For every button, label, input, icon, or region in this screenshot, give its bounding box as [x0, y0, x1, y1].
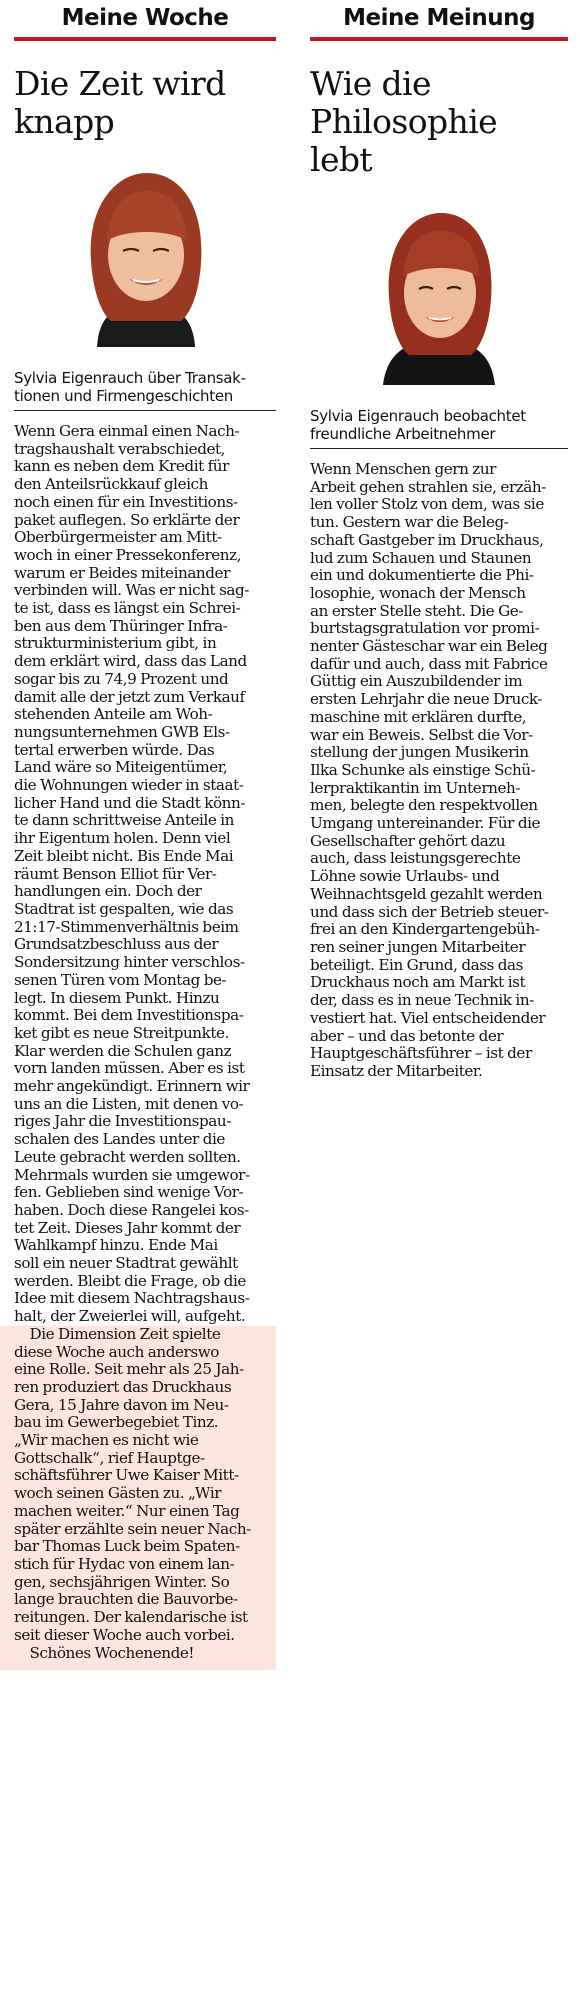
body-line: Gesellschafter gehört dazu [310, 831, 506, 850]
body-line: Wahlkampf hinzu. Ende Mai [14, 1236, 218, 1255]
body-line: tet Zeit. Dieses Jahr kommt der [14, 1218, 241, 1237]
body-line: diese Woche auch anderswo [14, 1342, 219, 1361]
body-line: und dass sich der Betrieb steuer- [310, 902, 549, 921]
body-line: bar Thomas Luck beim Spaten- [14, 1537, 240, 1556]
body-line: mehr angekündigt. Erinnern wir [14, 1077, 250, 1096]
byline-divider [310, 448, 568, 449]
body-line: eine Rolle. Seit mehr als 25 Jah- [14, 1360, 244, 1379]
body-line: haben. Doch diese Rangelei kos- [14, 1200, 249, 1219]
body-line: woch seinen Gästen zu. „Wir [14, 1484, 222, 1503]
body-line: stich für Hydac von einem lan- [14, 1555, 235, 1573]
body-line: tertal erwerben würde. Das [14, 740, 215, 759]
body-line: Stadtrat ist gespalten, wie das [14, 899, 234, 918]
byline-line: freundliche Arbeitnehmer [310, 425, 496, 443]
author-photo-illustration [59, 163, 231, 347]
article-body [14, 423, 276, 1326]
body-line: Oberbürgermeister am Mitt- [14, 528, 222, 547]
body-line: Zeit bleibt nicht. Bis Ende Mai [14, 846, 234, 865]
body-line: tun. Gestern war die Beleg- [310, 513, 509, 532]
body-line: ben aus dem Thüringer Infra- [14, 616, 228, 635]
body-line: Umgang untereinander. Für die [310, 814, 541, 833]
body-line: schäftsführer Uwe Kaiser Mitt- [14, 1466, 239, 1485]
body-line: woch in einer Pressekonferenz, [14, 545, 242, 564]
byline-line: Sylvia Eigenrauch beobachtet [310, 407, 526, 425]
body-line: Druckhaus noch am Markt ist [310, 973, 526, 992]
body-line: ren produziert das Druckhaus [14, 1377, 232, 1396]
body-line: burtstagsgratulation vor promi- [310, 619, 540, 638]
body-line: schaft Gastgeber im Druckhaus, [310, 530, 544, 549]
body-line: der, dass es in neue Technik in- [310, 991, 534, 1010]
body-line: stehenden Anteile am Woh- [14, 705, 213, 724]
body-line: stellung der jungen Musikerin [310, 743, 529, 762]
column-meine-meinung [310, 0, 568, 1081]
body-line: paket auflegen. So erklärte der [14, 510, 240, 529]
body-line: noch einen für ein Investitions- [14, 492, 238, 511]
body-line: räumt Benson Elliot für Ver- [14, 864, 217, 883]
body-line: ihr Eigentum holen. Denn viel [14, 829, 231, 848]
body-line: strukturministerium gibt, in [14, 634, 217, 653]
rubric-title: Meine Meinung [343, 5, 535, 31]
body-line: Güttig ein Auszubildender im [310, 672, 523, 691]
body-line: Schönes Wochenende! [14, 1643, 195, 1662]
body-line: ein und dokumentierte die Phi- [310, 566, 534, 585]
body-line: werden. Bleibt die Frage, ob die [14, 1271, 246, 1290]
body-line: aber – und das betonte der [310, 1026, 504, 1045]
author-photo-illustration [353, 201, 525, 385]
body-line: Hauptgeschäftsführer – ist der [310, 1044, 532, 1063]
body-line: auch, dass leistungsgerechte [310, 849, 521, 868]
body-line: Einsatz der Mitarbeiter. [310, 1061, 483, 1080]
rubric-divider [310, 37, 568, 41]
body-line: war ein Beweis. Selbst die Vor- [310, 725, 533, 744]
byline-line: tionen und Firmengeschichten [14, 387, 233, 405]
article-body-highlighted [0, 1326, 276, 1670]
body-line: sogar bis zu 74,9 Prozent und [14, 669, 229, 688]
headline-line: Wie die [310, 64, 431, 103]
body-line: bau im Gewerbegebiet Tinz. [14, 1413, 219, 1432]
body-line: lud zum Schauen und Staunen [310, 548, 532, 567]
body-line: vestiert hat. Viel entscheidender [310, 1008, 546, 1027]
body-line: warum er Beides miteinander [14, 563, 230, 582]
rubric-title: Meine Woche [61, 5, 229, 31]
body-line: uns an die Listen, mit denen vo- [14, 1094, 244, 1113]
body-line: Wenn Menschen gern zur [310, 460, 496, 478]
body-line: beteiligt. Ein Grund, dass das [310, 955, 524, 974]
body-line: len voller Stolz von dem, was sie [310, 495, 544, 514]
body-line: verbinden will. Was er nicht sag- [14, 581, 249, 600]
body-line: vorn landen müssen. Aber es ist [14, 1059, 245, 1078]
body-line: ket gibt es neue Streitpunkte. [14, 1023, 229, 1042]
body-line: Mehrmals wurden sie umgewor- [14, 1165, 250, 1184]
body-line: nenter Gästeschar war ein Beleg [310, 637, 548, 656]
byline [310, 407, 568, 443]
body-line: kann es neben dem Kredit für [14, 457, 229, 476]
body-line: losophie, wonach der Mensch [310, 583, 526, 602]
body-line: Idee mit diesem Nachtragshaus- [14, 1289, 250, 1308]
body-line: später erzählte sein neuer Nach- [14, 1519, 251, 1538]
body-line: lerpraktikantin im Unterneh- [310, 778, 521, 797]
body-line: machen weiter.“ Nur einen Tag [14, 1501, 240, 1520]
body-line: Gera, 15 Jahre davon im Neu- [14, 1395, 229, 1414]
body-line: te dann schrittweise Anteile in [14, 811, 235, 830]
body-line: ren seiner jungen Mitarbeiter [310, 937, 526, 956]
body-line: an erster Stelle steht. Die Ge- [310, 601, 523, 620]
byline [14, 369, 276, 405]
body-line: men, belegte den respektvollen [310, 796, 538, 815]
headline-line: Philosophie lebt [310, 102, 498, 179]
body-line: Klar werden die Schulen ganz [14, 1041, 232, 1060]
body-line: schalen des Landes unter die [14, 1130, 225, 1149]
headline-line: Die Zeit wird [14, 64, 226, 103]
body-line: Weihnachtsgeld gezahlt werden [310, 884, 543, 903]
body-line: die Wohnungen wieder in staat- [14, 776, 244, 795]
headline [310, 65, 568, 179]
body-line: gen, sechsjährigen Winter. So [14, 1572, 230, 1591]
body-line: Die Dimension Zeit spielte [14, 1324, 221, 1343]
body-line: dafür und auch, dass mit Fabrice [310, 654, 548, 673]
body-line: Ilka Schunke als einstige Schü- [310, 760, 536, 779]
author-portrait [310, 201, 568, 385]
body-line: reitungen. Der kalendarische ist [14, 1608, 248, 1627]
body-line: dem erklärt wird, dass das Land [14, 652, 247, 671]
body-line: halt, der Zweierlei will, aufgeht. [14, 1307, 246, 1326]
body-line: handlungen ein. Doch der [14, 882, 202, 901]
body-line: senen Türen vom Montag be- [14, 970, 227, 989]
body-line: frei an den Kindergartengebüh- [310, 920, 540, 939]
body-line: damit alle der jetzt zum Verkauf [14, 687, 245, 706]
body-line: soll ein neuer Stadtrat gewählt [14, 1254, 238, 1273]
body-line: Gottschalk“, rief Hauptge- [14, 1448, 205, 1467]
body-line: Grundsatzbeschluss aus der [14, 935, 219, 954]
body-line: Leute gebracht werden sollten. [14, 1147, 241, 1166]
body-line: legt. In diesem Punkt. Hinzu [14, 988, 220, 1007]
body-line: Wenn Gera einmal einen Nach- [14, 422, 240, 440]
body-line: „Wir machen es nicht wie [14, 1431, 199, 1450]
body-line: ersten Lehrjahr die neue Druck- [310, 690, 543, 709]
body-line: te ist, dass es längst ein Schrei- [14, 599, 241, 618]
body-line: nungsunternehmen GWB Els- [14, 722, 230, 741]
body-line: Arbeit gehen strahlen sie, erzäh- [310, 477, 546, 496]
headline-line: knapp [14, 102, 115, 141]
byline-line: Sylvia Eigenrauch über Transak- [14, 369, 246, 387]
rubric-divider [14, 37, 276, 41]
body-line: maschine mit erklären durfte, [310, 707, 527, 726]
body-line: kommt. Bei dem Investitionspa- [14, 1006, 244, 1025]
body-line: den Anteilsrückkauf gleich [14, 475, 208, 494]
body-line: tragshaushalt verabschiedet, [14, 439, 226, 458]
body-line: fen. Geblieben sind wenige Vor- [14, 1183, 244, 1202]
body-line: 21:17-Stimmenverhältnis beim [14, 917, 239, 936]
body-line: seit dieser Woche auch vorbei. [14, 1625, 235, 1644]
article-body [310, 461, 568, 1081]
body-line: Löhne sowie Urlaubs- und [310, 867, 500, 886]
body-line: lange brauchten die Bauvorbe- [14, 1590, 238, 1609]
column-meine-woche [14, 0, 276, 1670]
author-portrait [14, 163, 276, 347]
headline [14, 65, 276, 141]
body-line: riges Jahr die Investitionspau- [14, 1112, 231, 1131]
body-line: licher Hand und die Stadt könn- [14, 793, 246, 812]
body-line: Sondersitzung hinter verschlos- [14, 953, 245, 972]
byline-divider [14, 410, 276, 411]
body-line: Land wäre so Miteigentümer, [14, 758, 228, 777]
